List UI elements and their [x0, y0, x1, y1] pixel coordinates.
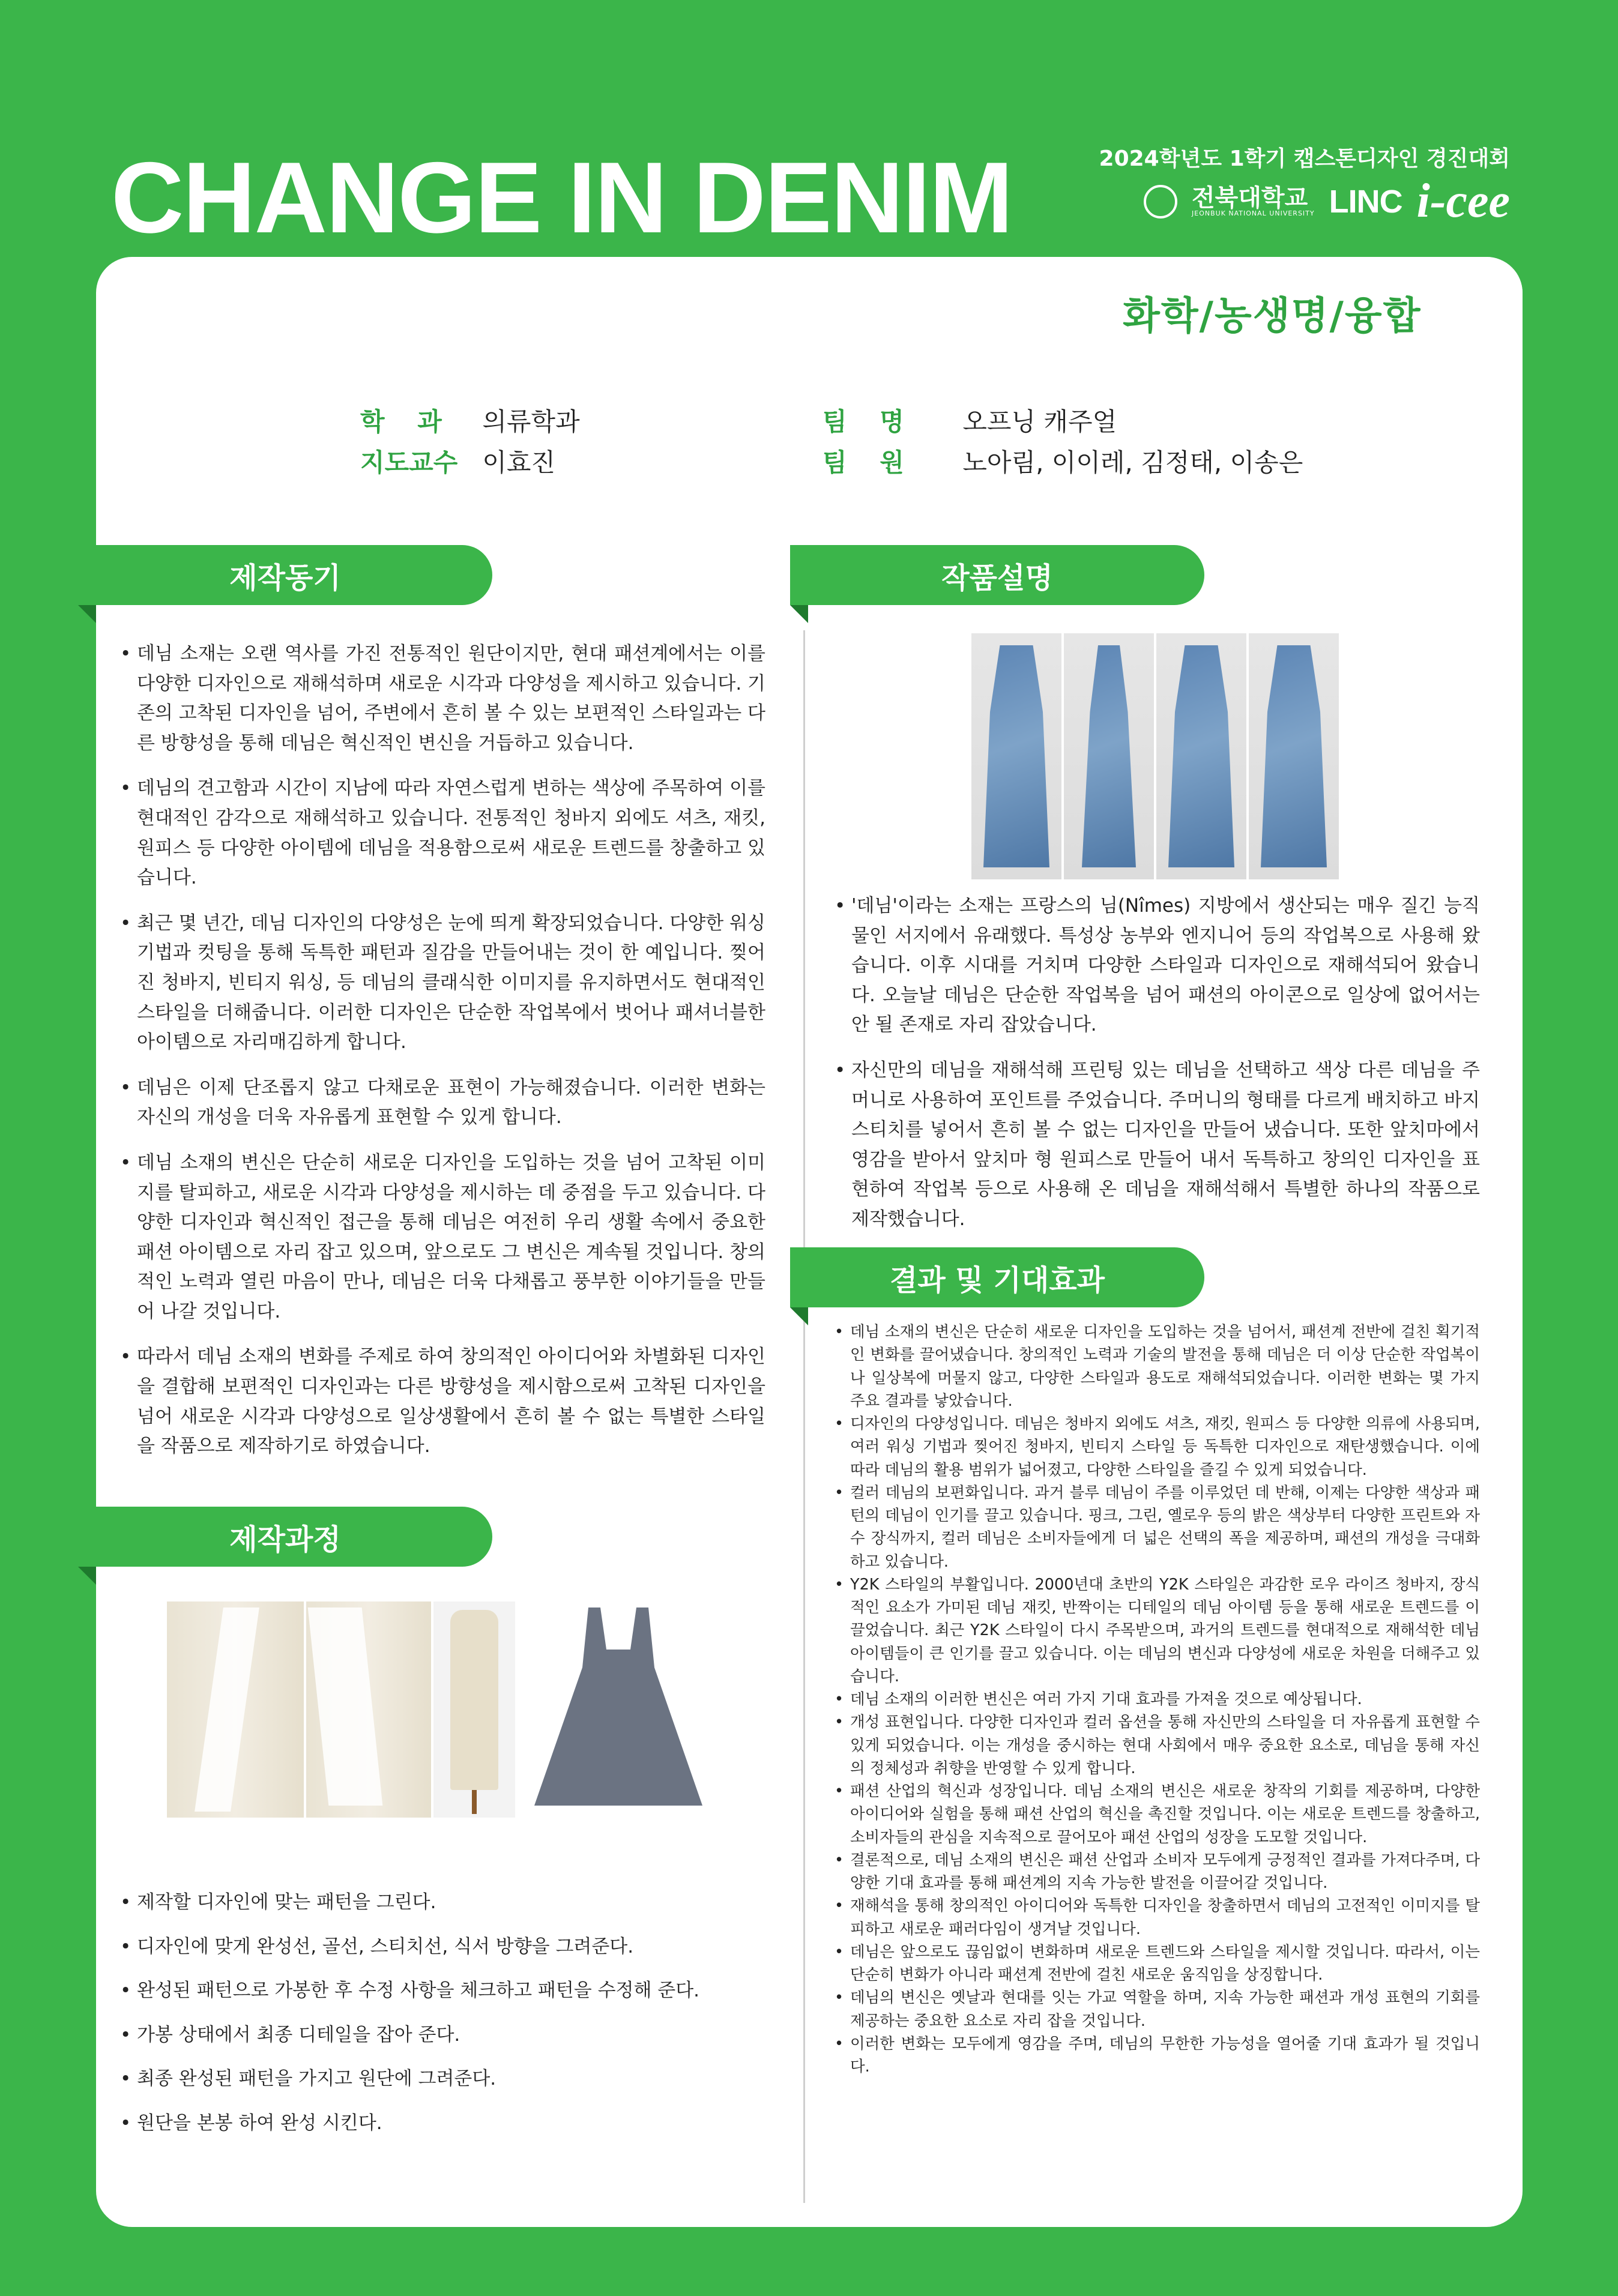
pattern-photo-1	[167, 1601, 304, 1818]
results-list	[835, 1321, 1480, 2078]
sponsor-logos	[1144, 174, 1510, 229]
column-divider	[803, 630, 805, 2203]
results-heading: 결과 및 기대효과	[790, 1247, 1204, 1307]
university-emblem-icon	[1144, 185, 1177, 218]
list-item: • 디자인에 맞게 완성선, 골선, 스티치선, 식서 방향을 그려준다.	[120, 1932, 765, 1962]
dept-row	[360, 402, 580, 438]
list-item: • 이러한 변화는 모두에게 영감을 주며, 데님의 무한한 가능성을 열어줄 기대 효과가 될 것입니다.	[835, 2032, 1480, 2079]
description-heading: 작품설명	[790, 545, 1204, 605]
list-item: • 완성된 패턴으로 가봉한 후 수정 사항을 체크하고 패턴을 수정해 준다.	[120, 1976, 765, 2006]
list-item: • 개성 표현입니다. 다양한 디자인과 컬러 옵션을 통해 자신만의 스타일을 더 자유롭게 표현할 수 있게 되었습니다. 이는 개성을 중시하는 현대 사회에서 매우 중요한 요소로, 데님을 통해 자신의 정체성과 취향을 반영할 수 있게 합니다.	[835, 1711, 1480, 1780]
advisor-row	[360, 443, 555, 479]
toile-photo	[433, 1601, 515, 1818]
advisor-value: 이효진	[482, 448, 556, 477]
work-photo-front	[971, 633, 1061, 879]
university-logo: 전북대학교 JEONBUK NATIONAL UNIVERSITY	[1192, 184, 1315, 217]
flat-dress-shape	[522, 1601, 714, 1818]
card-top	[96, 359, 1523, 419]
work-photo-detail	[1249, 633, 1339, 879]
list-item: • 데님은 이제 단조롭지 않고 다채로운 표현이 가능해졌습니다. 이러한 변화는 자신의 개성을 더욱 자유롭게 표현할 수 있게 합니다.	[120, 1073, 765, 1133]
work-photo-back	[1156, 633, 1246, 879]
description-list	[835, 891, 1480, 1250]
members-value: 노아림, 이이레, 김정태, 이송은	[962, 448, 1303, 477]
list-item: • 컬러 데님의 보편화입니다. 과거 블루 데님이 주를 이루었던 데 반해, 이제는 다양한 색상과 패턴의 데님이 인기를 끌고 있습니다. 핑크, 그린, 옐로우 등의 밝은 색상부터 다양한 프린트와 자수 장식까지, 컬러 데님은 소비자들에게 더 넓은 선택의 폭을 제공하며, 패션의 개성을 극대화하고 있습니다.	[835, 1481, 1480, 1573]
contest-name: 2024학년도 1학기 캡스톤디자인 경진대회	[1099, 146, 1510, 171]
list-item: • 최근 몇 년간, 데님 디자인의 다양성은 눈에 띄게 확장되었습니다. 다양한 워싱 기법과 컷팅을 통해 독특한 패턴과 질감을 만들어내는 것이 한 예입니다. 찢어진 청바지, 빈티지 워싱, 등 데님의 클래식한 이미지를 유지하면서도 현대적인 스타일을 더해줍니다. 이러한 디자인은 단순한 작업복에서 벗어나 패셔너블한 아이템으로 자리매김하게 합니다.	[120, 909, 765, 1058]
linc-logo: LINC	[1329, 183, 1402, 220]
list-item: • 데님은 앞으로도 끊임없이 변화하며 새로운 트렌드와 스타일을 제시할 것입니다. 따라서, 이는 단순히 변화가 아니라 패션계 전반에 걸친 새로운 움직임을 상징합니다.	[835, 1941, 1480, 1987]
list-item: • 데님 소재의 이러한 변신은 여러 가지 기대 효과를 가져올 것으로 예상됩니다.	[835, 1688, 1480, 1711]
dept-value: 의류학과	[482, 407, 580, 436]
list-item: • 디자인의 다양성입니다. 데님은 청바지 외에도 셔츠, 재킷, 원피스 등 다양한 의류에 사용되며, 여러 워싱 기법과 찢어진 청바지, 빈티지 스타일 등 독특한 디자인으로 재탄생했습니다. 이에 따라 데님의 활용 범위가 넓어졌고, 다양한 스타일을 즐길 수 있게 되었습니다.	[835, 1412, 1480, 1481]
list-item: • 패션 산업의 혁신과 성장입니다. 데님 소재의 변신은 새로운 창작의 기회를 제공하며, 다양한 아이디어와 실험을 통해 패션 산업의 혁신을 촉진할 것입니다. 이는 새로운 트렌드를 창출하고, 소비자들의 관심을 지속적으로 끌어모아 패션 산업의 성장을 도모할 것입니다.	[835, 1780, 1480, 1849]
list-item: • Y2K 스타일의 부활입니다. 2000년대 초반의 Y2K 스타일은 과감한 로우 라이즈 청바지, 장식적인 요소가 가미된 데님 재킷, 반짝이는 디테일의 데님 아이템 등을 통해 새로운 트렌드를 이끌었습니다. 최근 Y2K 스타일이 다시 주목받으며, 과거의 트렌드를 현대적으로 재해석한 데님 아이템들이 큰 인기를 끌고 있습니다. 이는 데님의 변신과 다양성에 새로운 차원을 더해주고 있습니다.	[835, 1573, 1480, 1688]
list-item: • 자신만의 데님을 재해석해 프린팅 있는 데님을 선택하고 색상 다른 데님을 주머니로 사용하여 포인트를 주었습니다. 주머니의 형태를 다르게 배치하고 바지 스티치를 넣어서 흔히 볼 수 없는 디자인을 만들어 냈습니다. 또한 앞치마에서 영감을 받아서 앞치마 형 원피스로 만들어 내서 독특하고 창의인 디자인을 표현하여 작업복 등으로 사용해 온 데님을 재해석해서 특별한 하나의 작품으로 제작했습니다.	[835, 1056, 1480, 1235]
list-item: • 최종 완성된 패턴을 가지고 원단에 그려준다.	[120, 2064, 765, 2094]
category-label: 화학/농생명/융합	[1123, 294, 1422, 339]
list-item: • 결론적으로, 데님 소재의 변신은 패션 산업과 소비자 모두에게 긍정적인 결과를 가져다주며, 다양한 기대 효과를 통해 패션계의 지속 가능한 발전을 이끌어갈 것입니다.	[835, 1849, 1480, 1895]
list-item: • 데님의 변신은 옛날과 현대를 잇는 가교 역할을 하며, 지속 가능한 패션과 개성 표현의 기회를 제공하는 중요한 요소로 자리 잡을 것입니다.	[835, 1986, 1480, 2032]
process-heading: 제작과정	[78, 1507, 492, 1567]
list-item: • 데님 소재의 변신은 단순히 새로운 디자인을 도입하는 것을 넘어 고착된 이미지를 탈피하고, 새로운 시각과 다양성을 제시하는 데 중점을 두고 있습니다. 다양한 디자인과 혁신적인 접근을 통해 데님은 여전히 우리 생활 속에서 중요한 패션 아이템으로 자리 잡고 있으며, 앞으로도 그 변신은 계속될 것입니다. 창의적인 노력과 열린 마음이 만나, 데님은 더욱 다채롭고 풍부한 이야기들을 만들어 나갈 것입니다.	[120, 1148, 765, 1327]
list-item: • 따라서 데님 소재의 변화를 주제로 하여 창의적인 아이디어와 차별화된 디자인을 결합해 보편적인 디자인과는 다른 방향성을 제시함으로써 고착된 디자인을 넘어 새로운 시각과 다양성으로 일상생활에서 흔히 볼 수 없는 특별한 스타일을 작품으로 제작하기로 하였습니다.	[120, 1342, 765, 1461]
advisor-label: 지도교수	[360, 448, 458, 477]
list-item: • 데님 소재는 오랜 역사를 가진 전통적인 원단이지만, 현대 패션계에서는 이를 다양한 디자인으로 재해석하며 새로운 시각과 다양성을 제시하고 있습니다. 기존의 고착된 디자인을 넘어, 주변에서 흔히 볼 수 있는 보편적인 스타일과는 다른 방향성을 통해 데님은 혁신적인 변신을 거듭하고 있습니다.	[120, 639, 765, 758]
list-item: • '데님'이라는 소재는 프랑스의 님(Nîmes) 지방에서 생산되는 매우 질긴 능직물인 서지에서 유래했다. 특성상 농부와 엔지니어 등의 작업복으로 사용해 왔습니다. 이후 시대를 거치며 다양한 스타일과 디자인으로 재해석되어 왔습니다. 오늘날 데님은 단순한 작업복을 넘어 패션의 아이콘으로 일상에 없어서는 안 될 존재로 자리 잡았습니다.	[835, 891, 1480, 1040]
list-item: • 데님의 견고함과 시간이 지남에 따라 자연스럽게 변하는 색상에 주목하여 이를 현대적인 감각으로 재해석하고 있습니다. 전통적인 청바지 외에도 셔츠, 재킷, 원피스 등 다양한 아이템에 데님을 적용함으로써 새로운 트렌드를 창출하고 있습니다.	[120, 774, 765, 893]
list-item: • 가봉 상태에서 최종 디테일을 잡아 준다.	[120, 2020, 765, 2050]
members-row	[823, 443, 1303, 479]
process-list	[120, 1888, 765, 2153]
team-row	[823, 402, 1117, 438]
team-value: 오프닝 캐주얼	[962, 407, 1117, 436]
dept-label: 학 과	[360, 407, 454, 436]
icee-logo: i-cee	[1416, 175, 1510, 227]
motivation-list	[120, 639, 765, 1477]
list-item: • 재해석을 통해 창의적인 아이디어와 독특한 디자인을 창출하면서 데님의 고전적인 이미지를 탈피하고 새로운 패러다임이 생겨날 것입니다.	[835, 1894, 1480, 1941]
motivation-heading: 제작동기	[78, 545, 492, 605]
team-label: 팀 명	[823, 407, 916, 436]
denim-flat-photo	[522, 1601, 714, 1818]
pattern-photo-2	[306, 1601, 431, 1818]
work-photo-side	[1064, 633, 1154, 879]
list-item: • 원단을 본봉 하여 완성 시킨다.	[120, 2109, 765, 2139]
poster-title: CHANGE IN DENIM	[111, 141, 1012, 254]
members-label: 팀 원	[823, 448, 916, 477]
list-item: • 데님 소재의 변신은 단순히 새로운 디자인을 도입하는 것을 넘어서, 패션계 전반에 걸친 획기적인 변화를 끌어냈습니다. 창의적인 노력과 기술의 발전을 통해 데님은 더 이상 단순한 작업복이나 일상복에 머물지 않고, 다양한 스타일과 용도로 재해석되었습니다. 이러한 변화는 몇 가지 주요 결과를 낳았습니다.	[835, 1321, 1480, 1412]
list-item: • 제작할 디자인에 맞는 패턴을 그린다.	[120, 1888, 765, 1918]
